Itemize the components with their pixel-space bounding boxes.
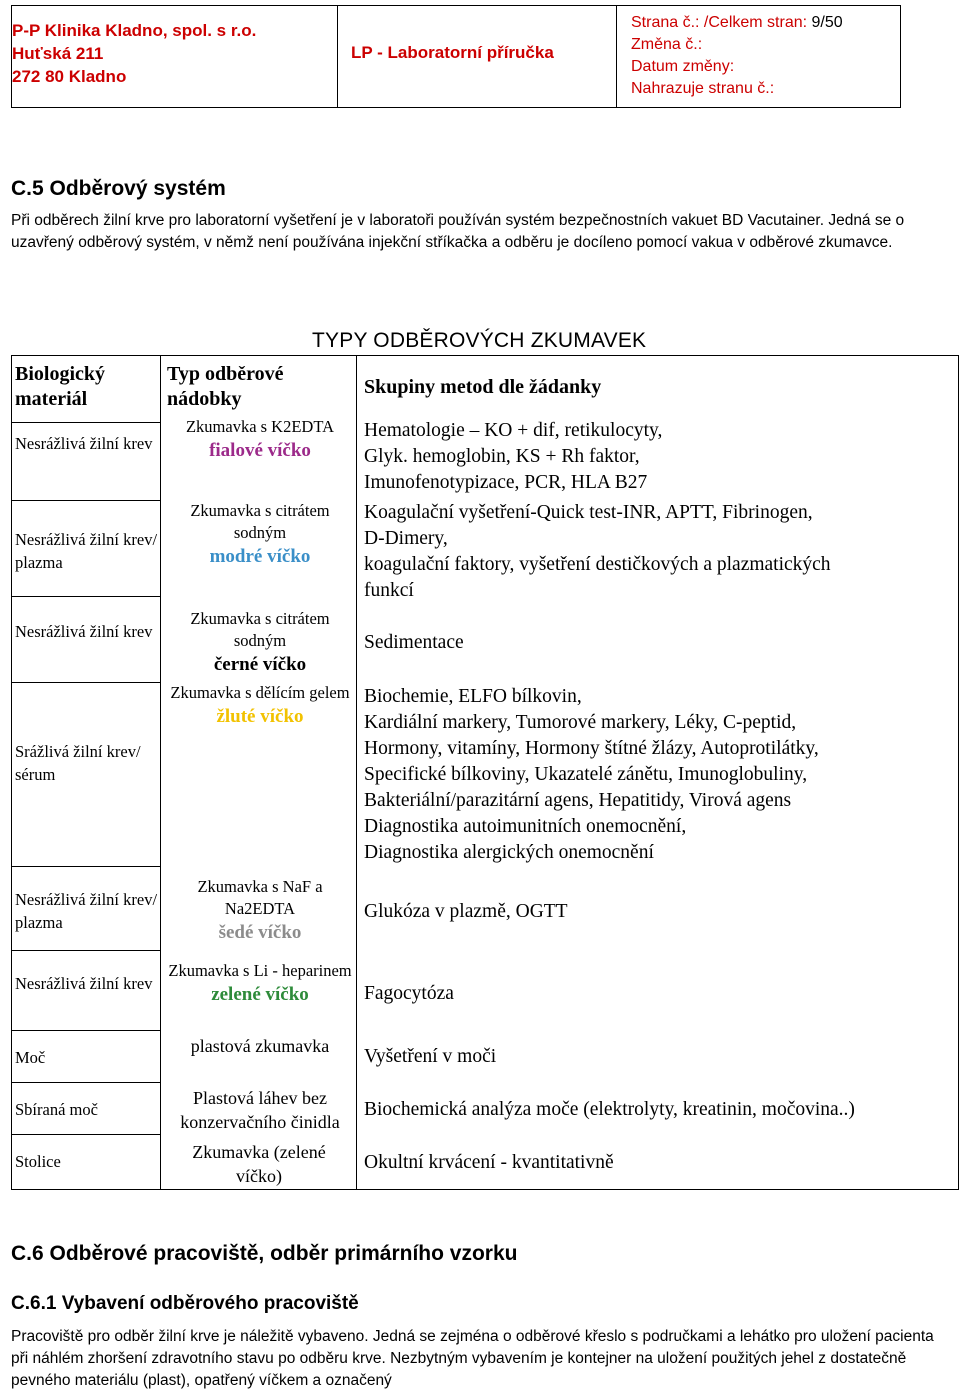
container-cell — [164, 682, 356, 730]
container-label: Zkumavka s K2EDTA — [185, 417, 335, 436]
container-label: Zkumavka s dělícím gelem — [170, 683, 350, 702]
method-line: Bakteriální/parazitární agens, Hepatitidy, Virová agens — [364, 790, 792, 811]
tube-types-table — [11, 355, 959, 1190]
row-divider — [12, 596, 160, 597]
container-label: Zkumavka s Li - heparinem — [168, 961, 352, 980]
section-text-c6: Pracoviště pro odběr žilní krve je náležitě vybaveno. Jedná se zejména o odběrové křeslo s područkami a lehátko pro uložení pacienta při náhlém zhoršení zdravotního stavu po odběru krve. Nezbytným vybavením je kontejner na uložení použitých jehel z dostatečně pevného materiálu (plast), opatřený víčkem a označený — [11, 1328, 934, 1389]
methods-cell — [364, 1150, 956, 1176]
method-line: Kardiální markery, Tumorové markery, Léky, C-peptid, — [364, 712, 797, 733]
method-line: Glyk. hemoglobin, KS + Rh faktor, — [364, 446, 640, 467]
company-name: P-P Klinika Kladno, spol. s r.o. — [12, 21, 257, 40]
container-cell — [164, 608, 356, 678]
row-divider — [12, 950, 160, 951]
row-divider — [12, 1030, 160, 1031]
method-line: D-Dimery, — [364, 528, 448, 549]
methods-cell — [364, 1044, 956, 1070]
page-label: Strana č.: /Celkem stran: — [631, 14, 812, 31]
method-line: Fagocytóza — [364, 983, 454, 1004]
section-text-c5: Při odběrech žilní krve pro laboratorní vyšetření je v laboratoři používán systém bezpečnostních vakuet BD Vacutainer. Jedná se o uzavřený odběrový systém, v němž není používána injekční stříkačka a odběru je docíleno pomocí vakua v odběrové zkumavce. — [11, 212, 905, 251]
cap-color-label: zelené víčko — [211, 984, 309, 1005]
page-header — [11, 5, 901, 108]
container-cell — [164, 960, 356, 1008]
container-label: Zkumavka s citrátem sodným — [190, 501, 330, 542]
method-line: Okultní krvácení - kvantitativně — [364, 1152, 614, 1173]
row-divider — [12, 682, 160, 683]
method-line: Hormony, vitamíny, Hormony štítné žlázy, Autoprotilátky, — [364, 738, 819, 759]
header-methods: Skupiny metod dle žádanky — [364, 376, 602, 398]
container-cell: Plastová láhev bez konzervačního činidla — [180, 1088, 340, 1132]
method-line: Biochemie, ELFO bílkovin, — [364, 686, 582, 707]
material-cell: Nesrážlivá žilní krev/ plazma — [15, 530, 158, 572]
material-cell: Nesrážlivá žilní krev — [15, 974, 153, 993]
methods-cell — [364, 684, 956, 866]
methods-cell — [364, 1097, 956, 1123]
company-city: 272 80 Kladno — [12, 67, 127, 86]
subsection-title-c61: C.6.1 Vybavení odběrového pracoviště — [11, 1293, 359, 1314]
method-line: funkcí — [364, 580, 414, 601]
material-cell: Stolice — [15, 1152, 61, 1171]
row-divider — [12, 1134, 160, 1135]
method-line: koagulační faktory, vyšetření destičkových a plazmatických — [364, 554, 831, 575]
material-cell: Nesrážlivá žilní krev — [15, 622, 153, 641]
method-line: Specifické bílkoviny, Ukazatelé zánětu, Imunoglobuliny, — [364, 764, 808, 785]
change-label: Změna č.: — [631, 36, 703, 53]
methods-cell — [364, 500, 956, 604]
row-divider — [12, 500, 160, 501]
cap-color-label: šedé víčko — [218, 922, 302, 943]
method-line: Diagnostika autoimunitních onemocnění, — [364, 816, 687, 837]
method-line: Biochemická analýza moče (elektrolyty, kreatinin, močovina..) — [364, 1099, 855, 1120]
methods-cell — [364, 981, 956, 1007]
cap-color-label: žluté víčko — [216, 706, 304, 727]
header-container: Typ odběrové nádobky — [167, 363, 284, 410]
company-street: Huťská 211 — [12, 44, 104, 63]
method-line: Glukóza v plazmě, OGTT — [364, 901, 568, 922]
methods-cell — [364, 630, 956, 656]
document-title: LP - Laboratorní příručka — [337, 6, 617, 107]
container-cell — [164, 416, 356, 464]
method-line: Koagulační vyšetření-Quick test-INR, APTT, Fibrinogen, — [364, 502, 813, 523]
header-material: Biologický materiál — [15, 363, 106, 410]
row-divider — [12, 1082, 160, 1083]
section-title-c5: C.5 Odběrový systém — [11, 177, 226, 200]
container-cell — [164, 876, 356, 946]
container-cell: plastová zkumavka — [190, 1036, 330, 1056]
method-line: Imunofenotypizace, PCR, HLA B27 — [364, 472, 648, 493]
container-cell: Zkumavka (zelené víčko) — [192, 1142, 326, 1186]
replaces-label: Nahrazuje stranu č.: — [631, 80, 775, 97]
cap-color-label: modré víčko — [209, 546, 311, 567]
methods-cell — [364, 418, 956, 496]
row-divider — [12, 866, 160, 867]
methods-cell — [364, 899, 956, 925]
material-cell: Sbíraná moč — [15, 1100, 98, 1119]
document-meta — [617, 6, 900, 107]
company-block — [12, 6, 337, 107]
row-divider — [12, 422, 160, 423]
method-line: Hematologie – KO + dif, retikulocyty, — [364, 420, 663, 441]
container-label: Zkumavka s citrátem sodným — [190, 609, 330, 650]
cap-color-label: černé víčko — [213, 654, 307, 675]
method-line: Diagnostika alergických onemocnění — [364, 842, 654, 863]
column-divider — [160, 356, 161, 1189]
column-divider — [356, 356, 357, 1189]
material-cell: Moč — [15, 1048, 46, 1067]
method-line: Vyšetření v moči — [364, 1046, 497, 1067]
cap-color-label: fialové víčko — [209, 440, 311, 461]
container-label: Zkumavka s NaF a Na2EDTA — [197, 877, 323, 918]
page-number: 9/50 — [811, 14, 843, 31]
change-date-label: Datum změny: — [631, 58, 735, 75]
container-cell — [164, 500, 356, 570]
material-cell: Nesrážlivá žilní krev — [15, 434, 153, 453]
table-title: TYPY ODBĚROVÝCH ZKUMAVEK — [312, 329, 647, 352]
material-cell: Nesrážlivá žilní krev/ plazma — [15, 890, 158, 932]
material-cell: Srážlivá žilní krev/ sérum — [15, 742, 141, 784]
section-title-c6: C.6 Odběrové pracoviště, odběr primárního vzorku — [11, 1242, 518, 1265]
method-line: Sedimentace — [364, 632, 464, 653]
